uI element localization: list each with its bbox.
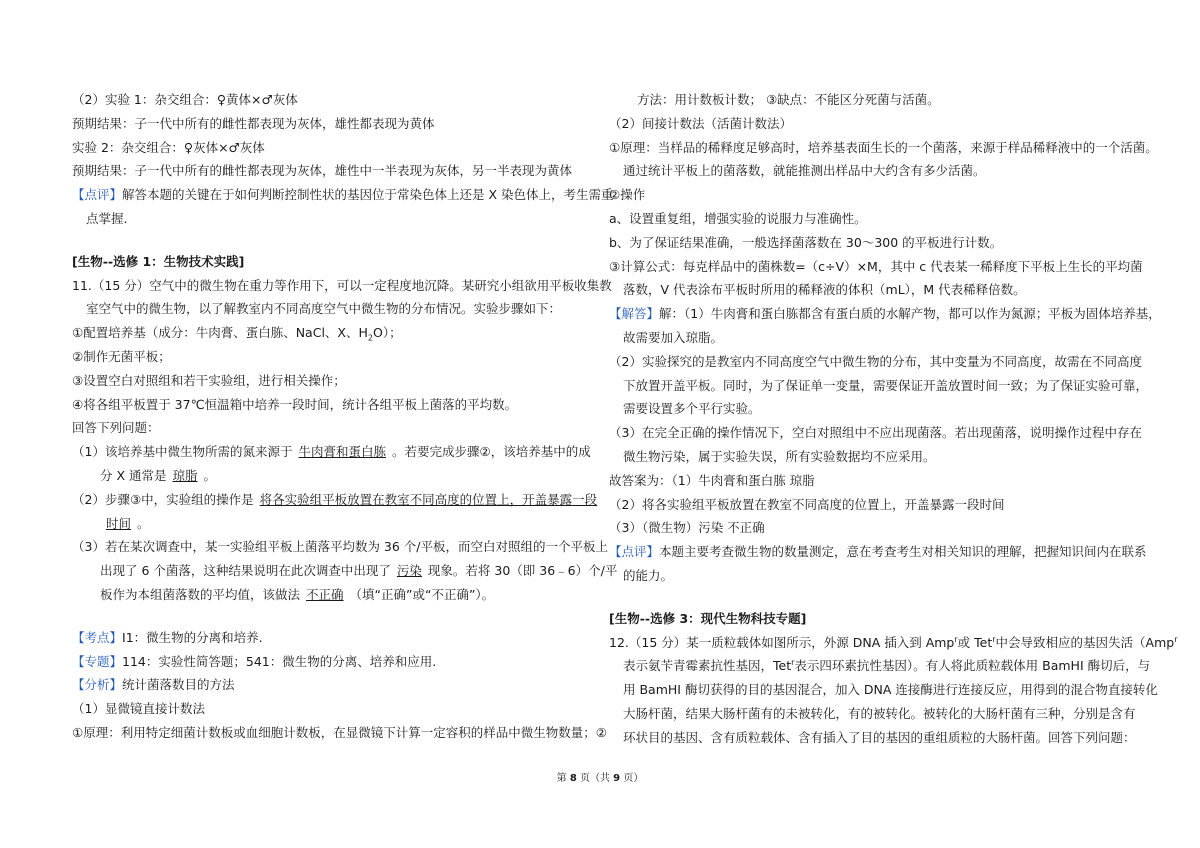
step-1 [72,321,592,345]
text-line: 落数，V 代表涂布平板时所用的稀释液的体积（mL），M 代表稀释倍数。 [623,282,1026,298]
text-line: 大肠杆菌，结果大肠杆菌有的未被转化，有的被转化。被转化的大肠杆菌有三种，分别是含有 [623,705,1136,721]
spacer [609,588,1129,607]
text-line: ①原理：当样品的稀释度足够高时，培养基表面生长的一个菌落，来源于样品稀释液中的一个活菌。 [609,139,1158,155]
answer-blank: 污染 [396,563,422,579]
kaodian-line [72,626,592,650]
spacer [72,231,592,250]
text-line: ①原理：利用特定细菌计数板或血细胞计数板，在显微镜下计算一定容积的样品中微生物数量；② [72,724,607,740]
answer-blank: 牛肉膏和蛋白胨 [298,444,386,460]
text-span: 114：实验性简答题；541：微生物的分离、培养和应用. [122,653,437,669]
superscript: r [992,634,996,644]
spacer [72,607,592,626]
section-heading: [生物--选修 3：现代生物科技专题] [609,610,807,626]
text-span: （2）步骤③中，实验组的操作是 [72,491,254,507]
section-heading: [生物--选修 1：生物技术实践] [72,253,245,269]
jieda-tag: 【解答】 [609,306,660,322]
text-span: 12.（15 分）某一质粒载体如图所示，外源 DNA 插入到 Amp [609,634,955,650]
text-line: （2）将各实验组平板放置在教室不同高度的位置上，开盖暴露一段时间 [609,496,1005,512]
jieda-line [609,302,1161,326]
subquestion-3-cont [72,559,618,583]
text-span: 分 X 通常是 [100,467,167,483]
text-span: 。 [203,467,217,483]
text-span: 统计菌落数目的方法 [122,677,235,693]
text-span: 。若要完成步骤②，该培养基中的成 [391,444,591,460]
kaodian-tag: 【考点】 [72,629,123,645]
text-line: 实验 2：杂交组合：♀灰体×♂灰体 [72,139,265,155]
text-span: （1）该培养基中微生物所需的氮来源于 [72,444,293,460]
text-span: O）； [372,325,402,341]
text-span: 表示四环素抗性基因）。有人将此质粒载体用 BamHI 酶切后，与 [794,658,1151,674]
left-column [72,88,618,745]
text-line: （2）实验 1：杂交组合：♀黄体×♂灰体 [72,92,298,107]
dianping-text: 解答本题的关键在于如何判断控制性状的基因位于常染色体上还是 X 染色体上，考生需重 [122,187,614,203]
text-line: （3）在完全正确的操作情况下，空白对照组中不应出现菌落。若出现菌落，说明操作过程中存在 [609,425,1142,441]
text-line: 通过统计平板上的菌落数，就能推测出样品中大约含有多少活菌。 [623,163,986,179]
text-line: 室空气中的微生物，以了解教室内不同高度空气中微生物的分布情况。实验步骤如下： [86,301,562,317]
subquestion-2-cont [72,512,592,536]
page-footer [0,772,1200,786]
footer-text: 页（共 [576,773,614,784]
answer-blank: 时间 [106,515,132,531]
question-12-stem [609,631,1178,655]
text-line: 方法：用计数板计数； ③缺点：不能区分死菌与活菌。 [637,92,940,107]
text-line: （1）显微镜直接计数法 [72,701,205,717]
dianping-tag: 【点评】 [72,187,123,203]
answer-blank: 琼脂 [172,467,198,483]
text-line: ②操作 [609,187,646,203]
text-line: 下放置开盖平板。同时，为了保证单一变量，需要保证开盖放置时间一致；为了保证实验可靠， [623,377,1149,393]
answer-blank: 将各实验组平板放置在教室不同高度的位置上，开盖暴露一段 [259,491,598,507]
dianping-line [72,183,614,207]
text-span: ①配置培养基（成分：牛肉膏、蛋白胨、NaCl、X、H [72,325,368,341]
text-line: 预期结果：子一代中所有的雌性都表现为灰体，雄性中一半表现为灰体，另一半表现为黄体 [72,163,573,179]
text-line: （2）间接计数法（活菌计数法） [609,115,792,131]
subquestion-3-cont [72,583,592,607]
footer-text: 第 [556,773,570,784]
text-line: b、为了保证结果准确，一般选择菌落数在 30～300 的平板进行计数。 [609,234,1003,250]
step-3: ③设置空白对照组和若干实验组，进行相关操作； [72,372,346,388]
subquestion-2 [72,488,598,512]
text-line [609,654,1151,678]
subquestion-1 [72,440,592,464]
answer-blank: 不正确 [306,586,344,602]
superscript: r [1174,634,1178,644]
question-11-stem: 11.（15 分）空气中的微生物在重力等作用下，可以一定程度地沉降。某研究小组欲用平板收集教 [72,277,612,293]
fenxi-line [72,673,592,697]
dianping-tag: 【点评】 [609,544,660,560]
fenxi-tag: 【分析】 [72,677,123,693]
text-span: 本题主要考查微生物的数量测定，意在考查考生对相关知识的理解，把握知识间内在联系 [659,544,1147,560]
text-line: 用 BamHI 酶切获得的目的基因混合，加入 DNA 连接酶进行连接反应，用得到的混合物直接转化 [623,682,1158,698]
text-span: 中会导致相应的基因失活（Amp [995,634,1175,650]
text-span: 或 Tet [957,634,993,650]
text-span: 表示氨苄青霉素抗性基因，Tet [623,658,792,674]
superscript: r [954,634,958,644]
subquestion-1-cont [72,464,592,488]
text-line: a、设置重复组，增强实验的说服力与准确性。 [609,210,867,226]
step-2: ②制作无菌平板； [72,348,171,364]
superscript: r [791,658,795,668]
answer-summary: 故答案为：（1）牛肉膏和蛋白胨 琼脂 [609,472,815,488]
dianping-line [609,540,1147,564]
text-line: 需要设置多个平行实验。 [623,401,761,417]
text-line: 点掌握. [86,210,128,226]
text-span: 。 [137,515,150,531]
subscript: 2 [367,333,373,343]
text-line: ③计算公式：每克样品中的菌株数=（c÷V）×M，其中 c 代表某一稀释度下平板上生长的平均菌 [609,258,1143,274]
text-line: 故需要加入琼脂。 [623,329,724,345]
step-4: ④将各组平板置于 37℃恒温箱中培养一段时间，统计各组平板上菌落的平均数。 [72,396,518,412]
text-span: 板作为本组菌落数的平均值，该做法 [100,586,301,602]
right-column [609,88,1178,750]
text-line: 预期结果：子一代中所有的雌性都表现为灰体，雄性都表现为黄体 [72,115,435,131]
text-line: 微生物污染，属于实验失误，所有实验数据均不应采用。 [623,448,936,464]
text-line: 回答下列问题： [72,420,160,436]
text-line: （2）实验探究的是教室内不同高度空气中微生物的分布，其中变量为不同高度，故需在不同高度 [609,353,1142,369]
text-line: （3）（微生物）污染 不正确 [609,520,765,536]
zhuanti-line [72,650,592,674]
footer-text: 页） [620,773,644,784]
text-line: 的能力。 [623,567,674,583]
text-line: 环状目的基因、含有质粒载体、含有插入了目的基因的重组质粒的大肠杆菌。回答下列问题： [623,729,1136,745]
page-total: 9 [613,773,621,784]
text-span: 解：（1）牛肉膏和蛋白胨都含有蛋白质的水解产物，都可以作为氮源；平板为固体培养基， [659,306,1161,322]
text-span: 出现了 6 个菌落，这种结果说明在此次调查中出现了 [100,563,391,579]
text-span: 现象。若将 30（即 36﹣6）个/平 [427,563,618,579]
text-span: I1：微生物的分离和培养. [122,629,263,645]
text-span: （填“正确”或“不正确”）。 [349,586,495,602]
subquestion-3: （3）若在某次调查中，某一实验组平板上菌落平均数为 36 个/平板，而空白对照组的一个平板上 [72,539,609,555]
page-number: 8 [569,773,577,784]
zhuanti-tag: 【专题】 [72,653,123,669]
